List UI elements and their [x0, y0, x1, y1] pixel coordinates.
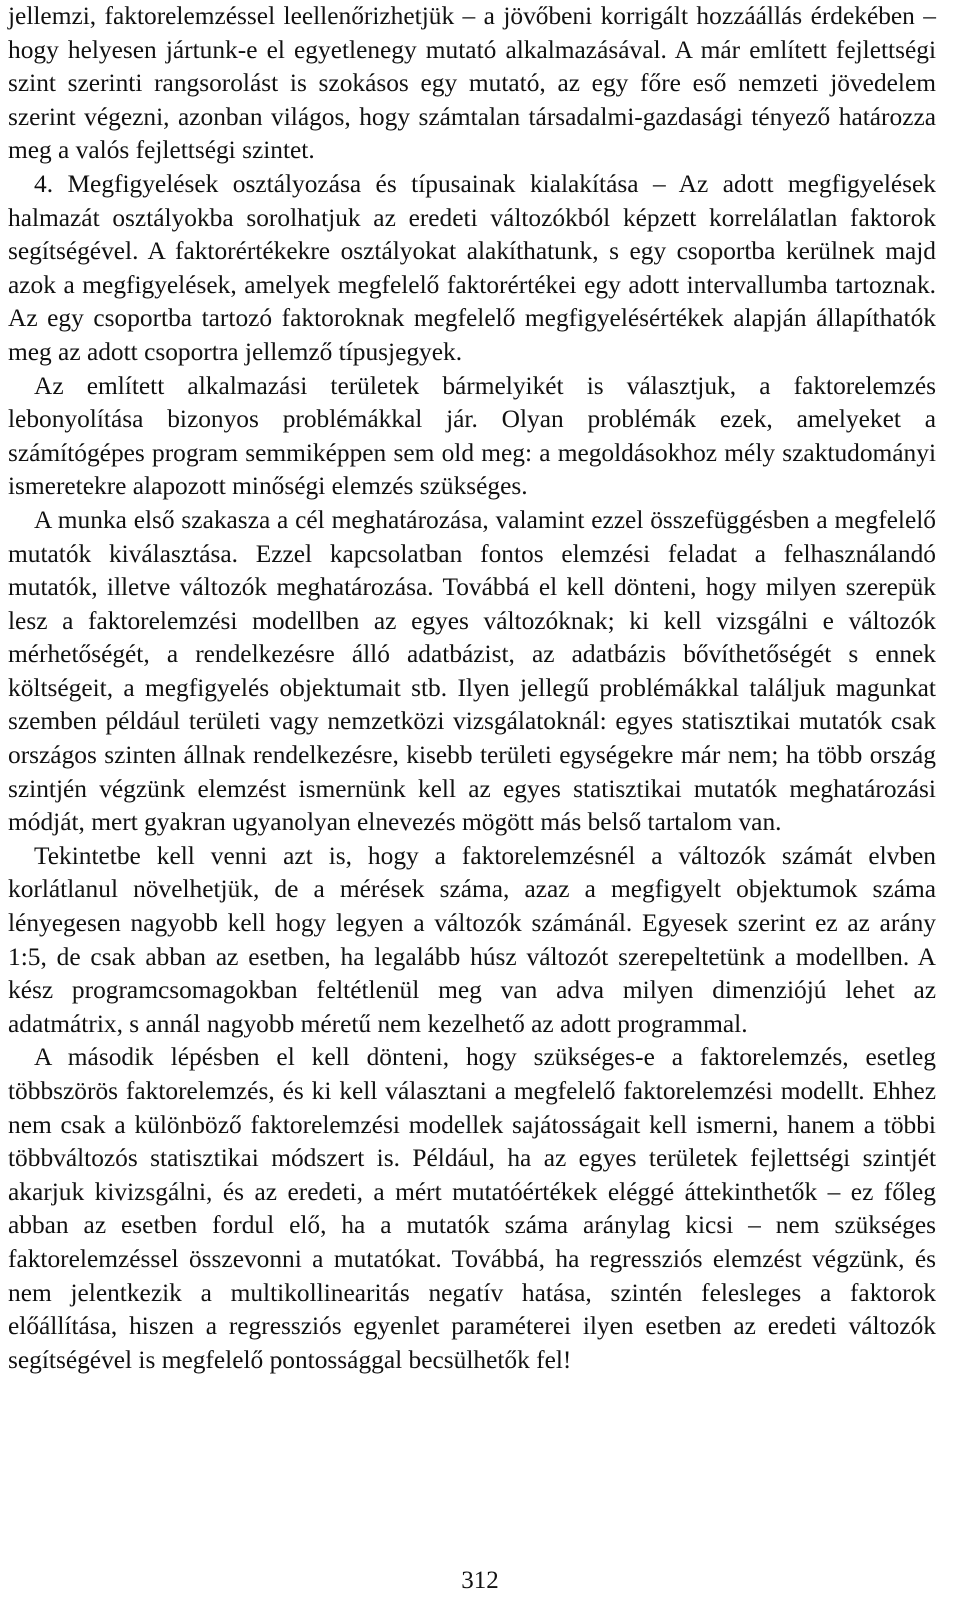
paragraph-first-stage: A munka első szakasza a cél meghatározása, valamint ezzel összefüggésben a megfelelő mutatók kiválasztása. Ezzel kapcsolatban fontos elemzési feladat a felhasználandó mutatók, illetve változók meghatározása. Továbbá el kell dönteni, hogy milyen szerepük lesz a faktorelemzési modellben az egyes változóknak; ki kell vizsgálni e változók mérhetőségét, a rendelkezésre álló adatbázist, az adatbázis bővíthetőségét s ennek költségeit, a megfigyelés objektumait stb. Ilyen jellegű problémákkal találjuk magunkat szemben például területi vagy nemzetközi vizsgálatoknál: egyes statisztikai mutatók csak országos szinten állnak rendelkezésre, kisebb területi egységekre már nem; ha több ország szintjén végzünk elemzést ismernünk kell az egyes statisztikai mutatók meghatározási módját, mert gyakran ugyanolyan elnevezés mögött más belső tartalom van.: [8, 505, 936, 837]
page-number: 312: [461, 1567, 499, 1594]
paragraph-continuation: jellemzi, faktorelemzéssel leellenőrizhetjük – a jövőbeni korrigált hozzáállás érdekében – hogy helyesen jártunk-e el egyetlenegy mutató alkalmazásával. A már említett fejlettségi szint szerinti rangsorolást is szokásos egy mutató, az egy főre eső nemzeti jövedelem szerint végezni, azonban világos, hogy számtalan társadalmi-gazdasági tényező határozza meg a valós fejlettségi szintet.: [8, 2, 936, 165]
paragraph-item-4: 4. Megfigyelések osztályozása és típusainak kialakítása – Az adott megfigyelések halmazát osztályokba sorolhatjuk az eredeti változókból képzett korrelálatlan faktorok segítségével. A faktorértékekre osztályokat alakíthatunk, s egy csoportba kerülnek majd azok a megfigyelések, amelyek megfelelő faktorértékei egy adott intervallumba tartoznak. Az egy csoportba tartozó faktoroknak megfelelő megfigyelésértékek alapján állapíthatók meg az adott csoportra jellemző típusjegyek.: [8, 169, 936, 366]
document-page: [8, 0, 936, 1377]
paragraph-variable-count: Tekintetbe kell venni azt is, hogy a faktorelemzésnél a változók számát elvben korlátlanul növelhetjük, de a mérések száma, azaz a megfigyelt objektumok száma lényegesen nagyobb kell hogy legyen a változók számánál. Egyesek szerint ez az arány 1:5, de csak abban az esetben, ha legalább húsz változót szerepeltetünk a modellben. A kész programcsomagokban feltétlenül meg van adva milyen dimenziójú lehet az adatmátrix, s annál nagyobb méretű nem kezelhető az adott programmal.: [8, 841, 936, 1038]
paragraph-problems: Az említett alkalmazási területek bármelyikét is választjuk, a faktorelemzés lebonyolítása bizonyos problémákkal jár. Olyan problémák ezek, amelyeket a számítógépes program semmiképpen sem old meg: a megoldásokhoz mély szaktudományi ismeretekre alapozott minőségi elemzés szükséges.: [8, 371, 936, 501]
paragraph-second-step: A második lépésben el kell dönteni, hogy szükséges-e a faktorelemzés, esetleg többszörös faktorelemzés, és ki kell választani a megfelelő faktorelemzési modellt. Ehhez nem csak a különböző faktorelemzési modellek sajátosságait kell ismerni, hanem a többi többváltozós statisztikai módszert is. Például, ha az egyes területek fejlettségi szintjét akarjuk kivizsgálni, és az eredeti, a mért mutatóértékek eléggé áttekinthetők – ez főleg abban az esetben fordul elő, ha a mutatók száma aránylag kicsi – nem szükséges faktorelemzéssel összevonni a mutatókat. Továbbá, ha regressziós elemzést végzünk, és nem jelentkezik a multikollinearitás negatív hatása, szintén felesleges a faktorok előállítása, hiszen a regressziós egyenlet paraméterei ilyen esetben az eredeti változók segítségével is megfelelő pontossággal becsülhetők fel!: [8, 1043, 936, 1374]
